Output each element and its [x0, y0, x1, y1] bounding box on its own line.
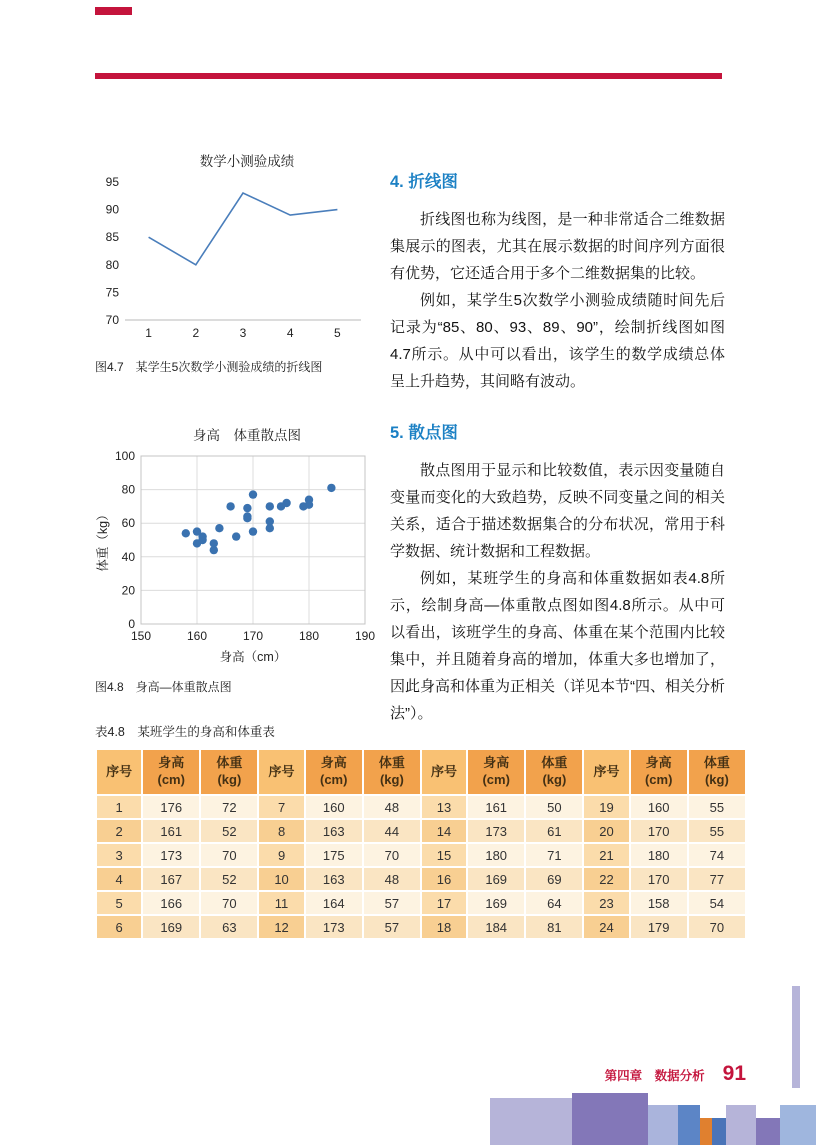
cell-index: 5 [96, 891, 142, 915]
students-table [95, 748, 747, 940]
svg-text:170: 170 [242, 629, 264, 643]
col-header-weight: 体重 (kg) [363, 749, 421, 795]
cell-height: 175 [305, 843, 363, 867]
section-heading-scatter-chart: 5. 散点图 [390, 424, 458, 442]
cell-index: 17 [421, 891, 467, 915]
svg-text:20: 20 [121, 583, 135, 598]
svg-text:160: 160 [186, 629, 208, 643]
cell-height: 169 [467, 891, 525, 915]
cell-height: 179 [630, 915, 688, 939]
decor-block [678, 1105, 700, 1145]
cell-weight: 63 [200, 915, 258, 939]
figure-caption-4-8: 图4.8 身高—体重散点图 [95, 680, 232, 694]
cell-index: 20 [583, 819, 629, 843]
svg-text:2: 2 [192, 326, 200, 340]
page-footer [605, 1062, 746, 1086]
svg-text:5: 5 [334, 326, 341, 340]
bottom-decor-strip [490, 1093, 816, 1145]
decor-block [572, 1093, 648, 1145]
cell-index: 15 [421, 843, 467, 867]
cell-index: 2 [96, 819, 142, 843]
cell-index: 19 [583, 795, 629, 819]
cell-height: 180 [630, 843, 688, 867]
col-header-height: 身高 (cm) [630, 749, 688, 795]
cell-weight: 52 [200, 819, 258, 843]
svg-text:60: 60 [121, 516, 135, 531]
cell-height: 160 [305, 795, 363, 819]
col-header-index: 序号 [258, 749, 304, 795]
cell-height: 161 [142, 819, 200, 843]
paragraph: 折线图也称为线图，是一种非常适合二维数据集展示的图表，尤其在展示数据的时间序列方面很有优势，它还适合用于多个二维数据集的比较。 [390, 211, 725, 282]
cell-height: 180 [467, 843, 525, 867]
scatter-chart-title: 身高 体重散点图 [193, 428, 301, 443]
cell-weight: 55 [688, 795, 746, 819]
svg-text:95: 95 [105, 175, 119, 189]
col-header-weight: 体重 (kg) [525, 749, 583, 795]
cell-height: 163 [305, 819, 363, 843]
cell-height: 173 [305, 915, 363, 939]
right-edge-decor-strip [792, 986, 800, 1088]
svg-text:80: 80 [105, 257, 119, 272]
svg-text:190: 190 [354, 629, 375, 643]
svg-text:3: 3 [239, 326, 247, 340]
cell-height: 173 [467, 819, 525, 843]
svg-text:80: 80 [121, 482, 135, 497]
text-column [390, 168, 725, 751]
cell-index: 18 [421, 915, 467, 939]
cell-height: 169 [467, 867, 525, 891]
cell-index: 10 [258, 867, 304, 891]
svg-text:身高（cm）: 身高（cm） [219, 650, 287, 664]
cell-height: 163 [305, 867, 363, 891]
svg-text:180: 180 [298, 629, 320, 643]
line-chart [95, 174, 375, 346]
cell-index: 13 [421, 795, 467, 819]
svg-text:4: 4 [286, 326, 294, 340]
decor-block [712, 1118, 726, 1145]
decor-block [490, 1098, 572, 1145]
cell-index: 6 [96, 915, 142, 939]
cell-weight: 70 [200, 891, 258, 915]
cell-weight: 48 [363, 795, 421, 819]
section-heading-line-chart: 4. 折线图 [390, 173, 458, 191]
cell-weight: 71 [525, 843, 583, 867]
col-header-height: 身高 (cm) [305, 749, 363, 795]
cell-weight: 55 [688, 819, 746, 843]
cell-index: 23 [583, 891, 629, 915]
top-red-rule [95, 73, 722, 79]
svg-text:0: 0 [128, 617, 135, 631]
svg-text:85: 85 [105, 230, 119, 245]
cell-weight: 70 [688, 915, 746, 939]
paragraph: 例如，某学生5次数学小测验成绩随时间先后记录为“85、80、93、89、90”，绘制折线图如图4.7所示。从中可以看出，该学生的数学成绩总体呈上升趋势，其间略有波动。 [390, 292, 725, 390]
paragraph: 散点图用于显示和比较数值，表示因变量随自变量而变化的大致趋势，反映不同变量之间的相关关系，适合于描述数据集合的分布状况，常用于科学数据、统计数据和工程数据。 [390, 462, 725, 560]
svg-text:150: 150 [130, 629, 152, 643]
col-header-weight: 体重 (kg) [200, 749, 258, 795]
cell-index: 12 [258, 915, 304, 939]
cell-weight: 54 [688, 891, 746, 915]
cell-height: 164 [305, 891, 363, 915]
svg-text:90: 90 [105, 202, 119, 217]
cell-index: 8 [258, 819, 304, 843]
cell-weight: 69 [525, 867, 583, 891]
cell-weight: 77 [688, 867, 746, 891]
col-header-index: 序号 [96, 749, 142, 795]
col-header-height: 身高 (cm) [467, 749, 525, 795]
cell-index: 7 [258, 795, 304, 819]
footer-chapter: 第四章 数据分析 [604, 1069, 705, 1083]
cell-index: 16 [421, 867, 467, 891]
svg-text:100: 100 [114, 449, 135, 463]
cell-weight: 48 [363, 867, 421, 891]
cell-weight: 81 [525, 915, 583, 939]
scatter-chart [95, 448, 375, 666]
cell-height: 173 [142, 843, 200, 867]
cell-weight: 74 [688, 843, 746, 867]
cell-weight: 52 [200, 867, 258, 891]
cell-weight: 70 [200, 843, 258, 867]
page-number: 91 [722, 1062, 746, 1085]
cell-index: 1 [96, 795, 142, 819]
cell-height: 176 [142, 795, 200, 819]
decor-block [726, 1105, 756, 1145]
table-block [95, 722, 747, 940]
cell-index: 14 [421, 819, 467, 843]
cell-weight: 57 [363, 915, 421, 939]
decor-block [700, 1118, 712, 1145]
line-chart-title: 数学小测验成绩 [199, 154, 295, 169]
col-header-height: 身高 (cm) [142, 749, 200, 795]
cell-height: 166 [142, 891, 200, 915]
col-header-weight: 体重 (kg) [688, 749, 746, 795]
cell-weight: 70 [363, 843, 421, 867]
table-row [96, 867, 746, 891]
figure-caption-4-7: 图4.7 某学生5次数学小测验成绩的折线图 [95, 360, 323, 374]
cell-weight: 57 [363, 891, 421, 915]
cell-index: 3 [96, 843, 142, 867]
col-header-index: 序号 [421, 749, 467, 795]
cell-index: 4 [96, 867, 142, 891]
table-row [96, 891, 746, 915]
table-row [96, 819, 746, 843]
cell-index: 11 [258, 891, 304, 915]
section-scatter-chart [390, 419, 725, 727]
table-row [96, 795, 746, 819]
cell-weight: 44 [363, 819, 421, 843]
cell-height: 167 [142, 867, 200, 891]
svg-text:1: 1 [145, 326, 152, 340]
section-line-chart [390, 168, 725, 395]
scatter-chart-block [95, 424, 375, 695]
cell-index: 22 [583, 867, 629, 891]
svg-text:70: 70 [105, 313, 119, 327]
svg-text:75: 75 [105, 285, 119, 300]
cell-weight: 72 [200, 795, 258, 819]
table-row [96, 843, 746, 867]
svg-text:体重（kg）: 体重（kg） [96, 508, 110, 572]
cell-weight: 61 [525, 819, 583, 843]
col-header-index: 序号 [583, 749, 629, 795]
paragraph: 例如，某班学生的身高和体重数据如表4.8所示，绘制身高—体重散点图如图4.8所示。从中可以看出，该班学生的身高、体重在某个范围内比较集中，并且随着身高的增加，体重大多也增加了，因此身高和体重为正相关（详见本节“四、相关分析法”）。 [390, 570, 725, 722]
cell-index: 9 [258, 843, 304, 867]
line-chart-block [95, 150, 375, 375]
top-left-red-chip [95, 7, 132, 15]
cell-height: 161 [467, 795, 525, 819]
svg-text:40: 40 [121, 549, 135, 564]
cell-weight: 50 [525, 795, 583, 819]
cell-index: 21 [583, 843, 629, 867]
cell-height: 170 [630, 867, 688, 891]
cell-height: 184 [467, 915, 525, 939]
cell-height: 169 [142, 915, 200, 939]
cell-height: 170 [630, 819, 688, 843]
decor-block [756, 1118, 780, 1145]
decor-block [648, 1105, 678, 1145]
table-row [96, 915, 746, 939]
cell-height: 158 [630, 891, 688, 915]
cell-index: 24 [583, 915, 629, 939]
decor-block [780, 1105, 816, 1145]
cell-weight: 64 [525, 891, 583, 915]
table-caption: 表4.8 某班学生的身高和体重表 [95, 725, 275, 739]
cell-height: 160 [630, 795, 688, 819]
